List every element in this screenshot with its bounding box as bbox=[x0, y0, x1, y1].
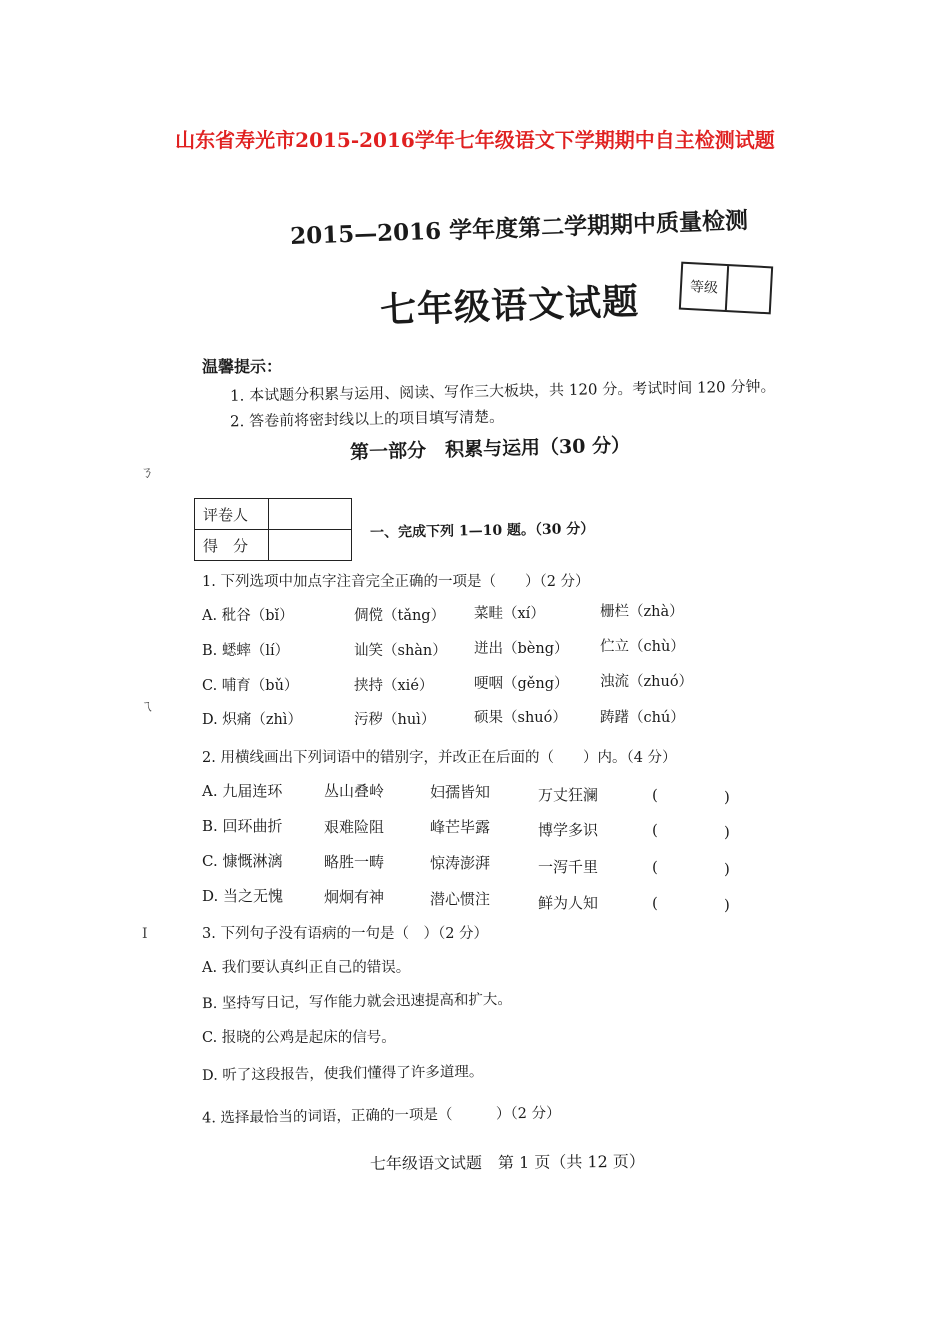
q2-word: 惊涛澎湃 bbox=[430, 854, 491, 872]
q2-word: 博学多识 bbox=[538, 821, 599, 839]
question-3-stem: 3. 下列句子没有语病的一句是（ ）（2 分） bbox=[202, 926, 489, 942]
scan-edge-mark: ㄟ bbox=[140, 699, 154, 715]
q2-answer-close: ) bbox=[724, 860, 730, 878]
part-one-title: 第一部分 积累与运用（30 分） bbox=[349, 434, 631, 464]
q2-answer-close: ) bbox=[724, 823, 730, 841]
q2-word: A. 九届连环 bbox=[202, 782, 283, 800]
grade-box bbox=[679, 262, 773, 315]
q2-answer-open: ( bbox=[652, 786, 658, 804]
tips-label: 温馨提示： bbox=[202, 357, 283, 376]
q2-word: 妇孺皆知 bbox=[430, 783, 491, 801]
q1-option-a: 栅栏（zhà） bbox=[600, 604, 684, 620]
q1-option-a: 菜畦（xí） bbox=[474, 606, 545, 622]
section-one-heading: 一、完成下列 1—10 题。（30 分） bbox=[369, 521, 595, 541]
q1-option-c: 挟持（xié） bbox=[354, 678, 434, 694]
grader-label: 评卷人 bbox=[195, 499, 269, 530]
q3-option: C. 报晓的公鸡是起床的信号。 bbox=[202, 1030, 396, 1046]
q1-option-b: 迸出（bèng） bbox=[474, 641, 569, 657]
q1-option-c: 浊流（zhuó） bbox=[600, 674, 694, 690]
q1-option-a: A. 秕谷（bǐ） bbox=[202, 608, 294, 624]
q2-word: C. 慷慨淋漓 bbox=[202, 852, 283, 870]
q2-answer-open: ( bbox=[652, 858, 658, 876]
q2-word: 万丈狂澜 bbox=[538, 786, 599, 804]
scan-edge-mark: ㄋ bbox=[140, 465, 154, 481]
grader-field bbox=[269, 499, 352, 530]
exam-heading: 2015—2016 学年度第二学期期中质量检测 bbox=[289, 207, 749, 250]
page-footer: 七年级语文试题 第 1 页（共 12 页） bbox=[369, 1151, 645, 1174]
q1-option-d: 硕果（shuó） bbox=[474, 710, 567, 726]
q3-option: A. 我们要认真纠正自己的错误。 bbox=[202, 960, 411, 976]
q1-option-c: 哽咽（gěng） bbox=[474, 676, 569, 692]
tip-item: 2. 答卷前将密封线以上的项目填写清楚。 bbox=[229, 407, 505, 431]
tip-item: 1. 本试题分积累与运用、阅读、写作三大板块，共 120 分。考试时间 120 分钟。 bbox=[229, 377, 776, 405]
q2-word: 丛山叠岭 bbox=[324, 782, 385, 800]
q2-word: 艰难险阻 bbox=[324, 818, 385, 836]
grade-box-label: 等级 bbox=[681, 264, 729, 310]
q1-option-d: 踌躇（chú） bbox=[600, 710, 685, 726]
scan-edge-mark: I bbox=[142, 926, 148, 942]
q2-word: 一泻千里 bbox=[538, 858, 599, 876]
q3-option: D. 听了这段报告，使我们懂得了许多道理。 bbox=[201, 1064, 484, 1084]
score-label: 得 分 bbox=[195, 530, 269, 561]
q2-word: D. 当之无愧 bbox=[202, 887, 284, 905]
subject-title: 七年级语文试题 bbox=[379, 280, 640, 332]
q2-answer-close: ) bbox=[724, 896, 730, 914]
q2-answer-open: ( bbox=[652, 821, 658, 839]
question-4-stem: 4. 选择最恰当的词语，正确的一项是（ ）（2 分） bbox=[201, 1105, 561, 1127]
q2-answer-open: ( bbox=[652, 894, 658, 912]
q2-word: 炯炯有神 bbox=[324, 888, 385, 906]
grader-table bbox=[194, 498, 352, 561]
q2-word: 鲜为人知 bbox=[538, 894, 599, 912]
q1-option-c: C. 哺育（bǔ） bbox=[202, 678, 299, 694]
q3-option: B. 坚持写日记，写作能力就会迅速提高和扩大。 bbox=[201, 991, 512, 1013]
question-1-stem: 1. 下列选项中加点字注音完全正确的一项是（ ）（2 分） bbox=[202, 574, 590, 590]
q1-option-b: 讪笑（shàn） bbox=[354, 643, 447, 659]
q1-option-d: 污秽（huì） bbox=[354, 712, 436, 728]
q2-word: 潜心惯注 bbox=[430, 890, 491, 908]
question-2-stem: 2. 用横线画出下列词语中的错别字，并改正在后面的（ ）内。（4 分） bbox=[202, 750, 677, 766]
q2-word: B. 回环曲折 bbox=[202, 817, 283, 835]
q1-option-b: 伫立（chù） bbox=[600, 639, 685, 655]
scanned-exam-page bbox=[140, 190, 810, 1190]
document-title: 山东省寿光市2015-2016学年七年级语文下学期期中自主检测试题 bbox=[175, 128, 775, 152]
q1-option-b: B. 蟋蟀（lí） bbox=[202, 643, 290, 659]
q1-option-d: D. 炽痛（zhì） bbox=[202, 712, 302, 728]
q2-word: 峰芒毕露 bbox=[430, 818, 491, 836]
q2-answer-close: ) bbox=[724, 788, 730, 806]
q1-option-a: 倜傥（tǎng） bbox=[354, 608, 446, 624]
score-field bbox=[269, 530, 352, 561]
q2-word: 略胜一畴 bbox=[324, 853, 385, 871]
